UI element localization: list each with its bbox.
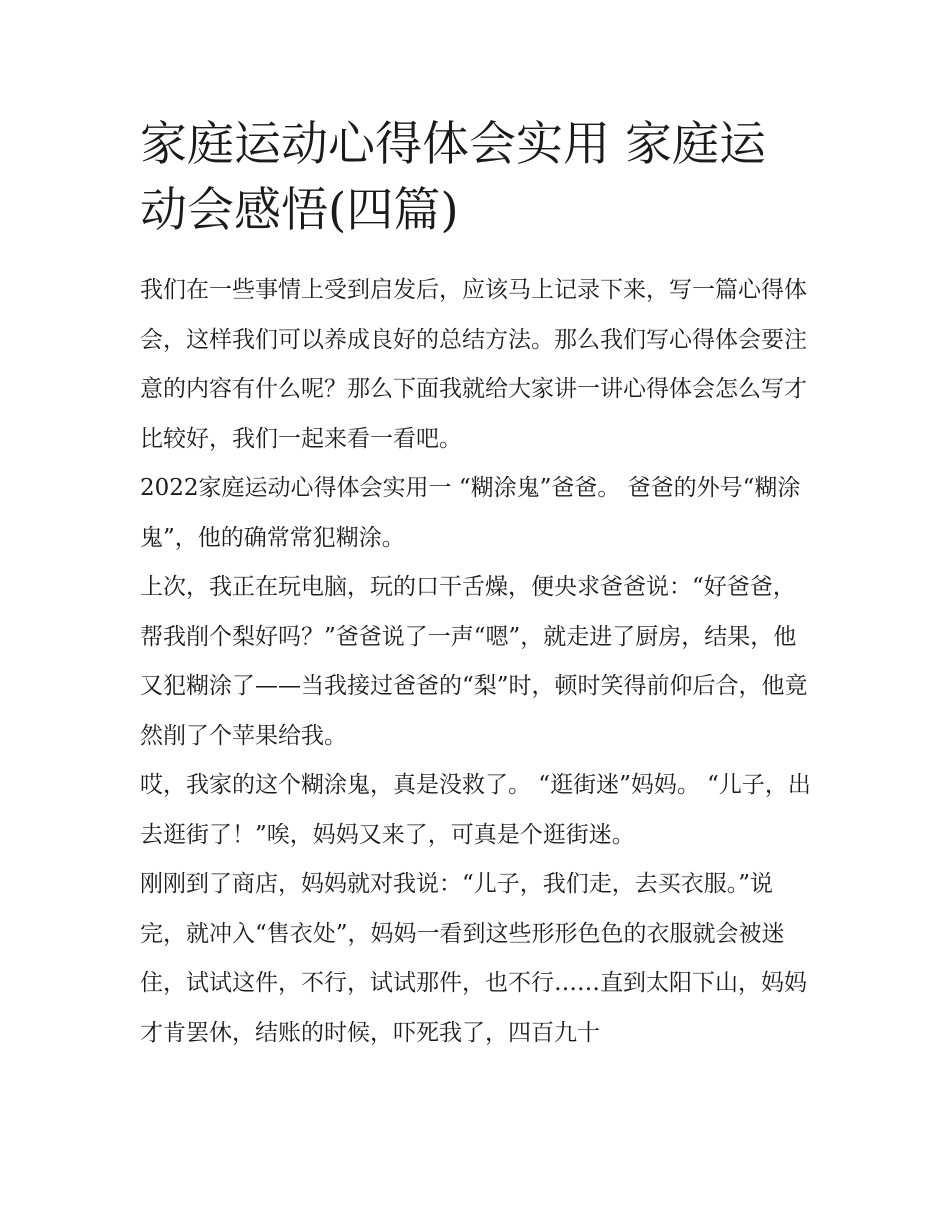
paragraph-intro: 我们在一些事情上受到启发后，应该马上记录下来，写一篇心得体会，这样我们可以养成良好的总结方法。那么我们写心得体会要注意的内容有什么呢？那么下面我就给大家讲一讲心得体会怎么写才比较好，我们一起来看一看吧。	[140, 277, 807, 452]
paragraph-store-visit: 刚刚到了商店，妈妈就对我说：“儿子，我们走，去买衣服。”说完，就冲入“售衣处”，妈妈一看到这些形形色色的衣服就会被迷住，试试这件，不行，试试那件，也不行……直到太阳下山，妈妈才肯罢休，结账的时候，吓死我了，四百九十	[140, 871, 807, 1046]
document-body	[140, 112, 812, 1058]
document-title: 家庭运动心得体会实用 家庭运动会感悟(四篇)	[140, 117, 766, 238]
paragraph-pear-story: 上次，我正在玩电脑，玩的口干舌燥，便央求爸爸说：“好爸爸，帮我削个梨好吗？”爸爸说了一声“嗯”，就走进了厨房，结果，他又犯糊涂了——当我接过爸爸的“梨”时，顿时笑得前仰后合，他竟然削了个苹果给我。	[140, 574, 808, 749]
paragraph-mother-shopping: 哎，我家的这个糊涂鬼，真是没救了。 “逛街迷”妈妈。 “儿子，出去逛街了！”唉，妈妈又来了，可真是个逛街迷。	[140, 772, 811, 848]
paragraph-father-nickname: 2022家庭运动心得体会实用一 “糊涂鬼”爸爸。 爸爸的外号“糊涂鬼”，他的确常常犯糊涂。	[140, 475, 801, 551]
